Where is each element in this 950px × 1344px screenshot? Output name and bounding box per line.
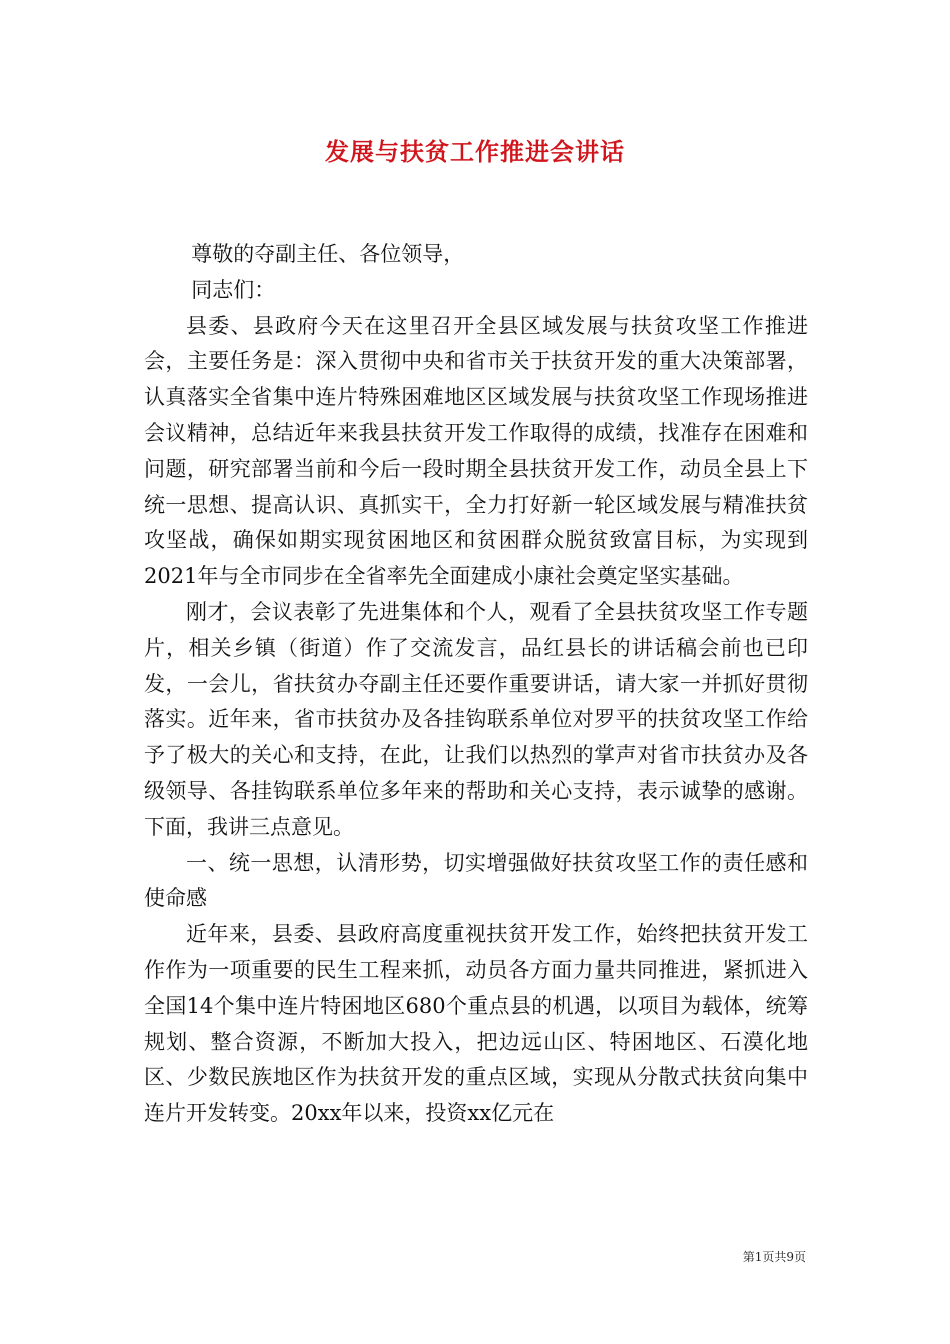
salutation-line: 尊敬的夺副主任、各位领导， xyxy=(191,242,465,266)
document-body xyxy=(144,237,808,1132)
paragraph-thanks: 刚才，会议表彰了先进集体和个人，观看了全县扶贫攻坚工作专题片，相关乡镇（街道）作了交流发言，品红县长的讲话稿会前也已印发，一会儿，省扶贫办夺副主任还要作重要讲话，请大家一并抓好贯彻落实。近年来，省市扶贫办及各挂钩联系单位对罗平的扶贫攻坚工作给予了极大的关心和支持，在此，让我们以热烈的掌声对省市扶贫办及各级领导、各挂钩联系单位多年来的帮助和关心支持，表示诚挚的感谢。下面，我讲三点意见。 xyxy=(144,599,808,839)
document-title: 发展与扶贫工作推进会讲话 xyxy=(325,137,625,166)
page-number: 第1页共9页 xyxy=(742,1250,806,1264)
greeting-line: 同志们： xyxy=(191,277,276,302)
paragraph-intro: 县委、县政府今天在这里召开全县区域发展与扶贫攻坚工作推进会，主要任务是：深入贯彻中央和省市关于扶贫开发的重大决策部署，认真落实全省集中连片特殊困难地区区域发展与扶贫攻坚工作现场推进会议精神，总结近年来我县扶贫开发工作取得的成绩，找准存在困难和问题，研究部署当前和今后一段时期全县扶贫开发工作，动员全县上下统一思想、提高认识、真抓实干，全力打好新一轮区域发展与精准扶贫攻坚战，确保如期实现贫困地区和贫困群众脱贫致富目标，为实现到2021年与全市同步在全省率先全面建成小康社会奠定坚实基础。 xyxy=(144,313,808,589)
paragraph-section-1: 近年来，县委、县政府高度重视扶贫开发工作，始终把扶贫开发工作作为一项重要的民生工程来抓，动员各方面力量共同推进，紧抓进入全国14个集中连片特困地区680个重点县的机遇，以项目为载体，统筹规划、整合资源，不断加大投入，把边远山区、特困地区、石漠化地区、少数民族地区作为扶贫开发的重点区域，实现从分散式扶贫向集中连片开发转变。20xx年以来，投资xx亿元在 xyxy=(144,922,808,1126)
section-heading-1: 一、统一思想，认清形势，切实增强做好扶贫攻坚工作的责任感和使命感 xyxy=(144,850,808,911)
